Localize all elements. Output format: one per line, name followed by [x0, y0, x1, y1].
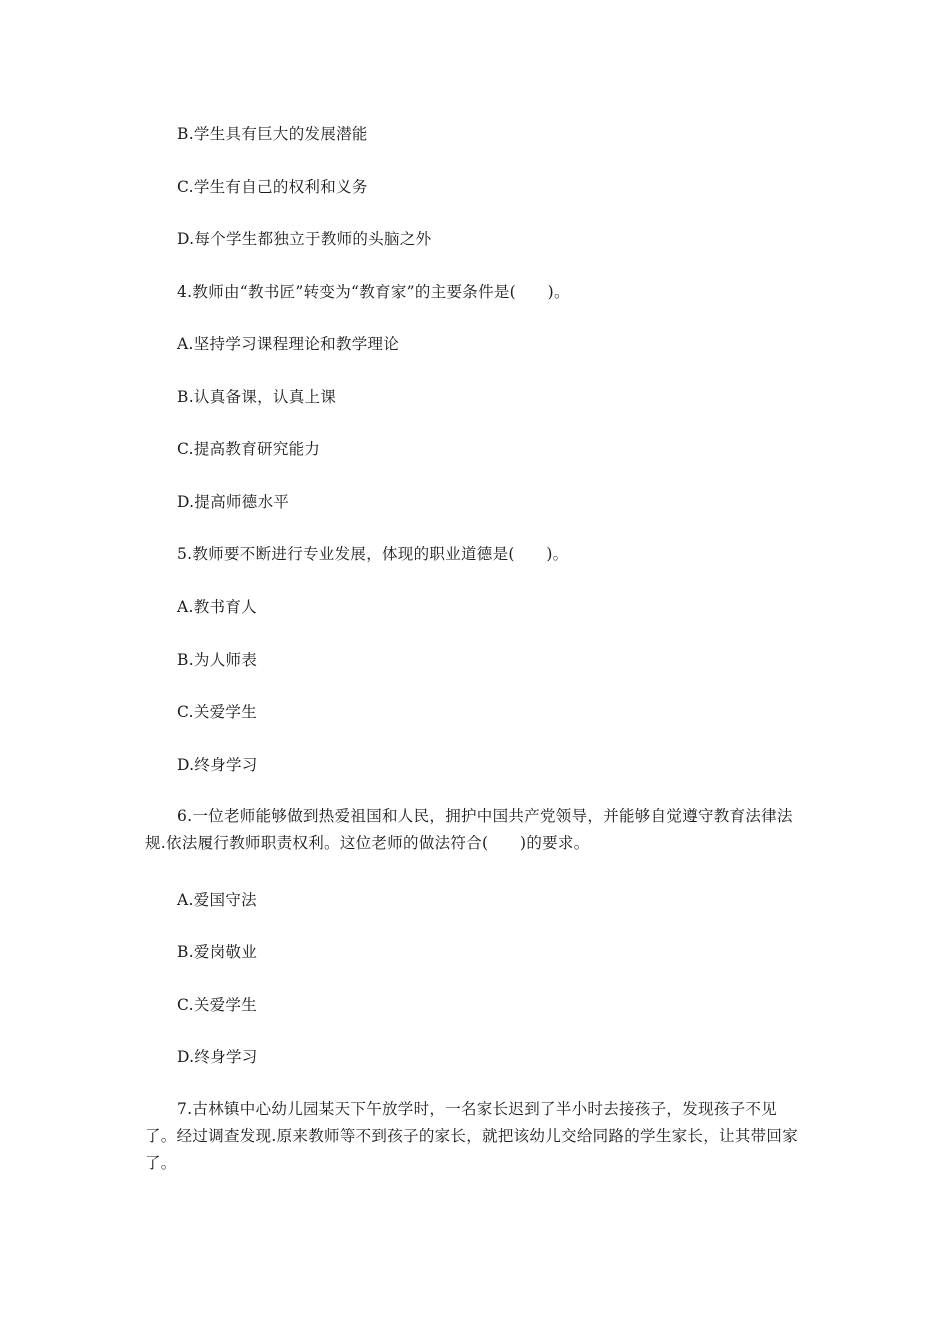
- q4-option-b: B.认真备课，认真上课: [177, 388, 337, 406]
- q4-stem: 4.教师由“教书匠”转变为“教育家”的主要条件是( )。: [177, 283, 570, 301]
- q5-option-b: B.为人师表: [177, 651, 258, 669]
- q5-option-d: D.终身学习: [177, 756, 258, 774]
- q4-option-d: D.提高师德水平: [177, 493, 290, 511]
- q3-option-c: C.学生有自己的权利和义务: [177, 178, 368, 196]
- q5-stem: 5.教师要不断进行专业发展，体现的职业道德是( )。: [177, 545, 569, 563]
- q3-option-d: D.每个学生都独立于教师的头脑之外: [177, 230, 432, 248]
- q5-option-a: A.教书育人: [177, 598, 257, 616]
- q6-stem: 6.一位老师能够做到热爱祖国和人民，拥护中国共产党领导，并能够自觉遵守教育法律法规.依法履行教师职责权利。这位老师的做法符合( )的要求。: [145, 807, 793, 852]
- q6-option-d: D.终身学习: [177, 1048, 258, 1066]
- q6-option-c: C.关爱学生: [177, 996, 258, 1014]
- q4-option-a: A.坚持学习课程理论和教学理论: [177, 335, 400, 353]
- q6-option-b: B.爱岗敬业: [177, 943, 258, 961]
- q4-option-c: C.提高教育研究能力: [177, 440, 321, 458]
- q7-stem: 7.古林镇中心幼儿园某天下午放学时，一名家长迟到了半小时去接孩子，发现孩子不见了。经过调查发现.原来教师等不到孩子的家长，就把该幼儿交给同路的学生家长，让其带回家了。: [145, 1100, 799, 1172]
- q3-option-b: B.学生具有巨大的发展潜能: [177, 125, 368, 143]
- q6-option-a: A.爱国守法: [177, 891, 257, 909]
- q5-option-c: C.关爱学生: [177, 703, 258, 721]
